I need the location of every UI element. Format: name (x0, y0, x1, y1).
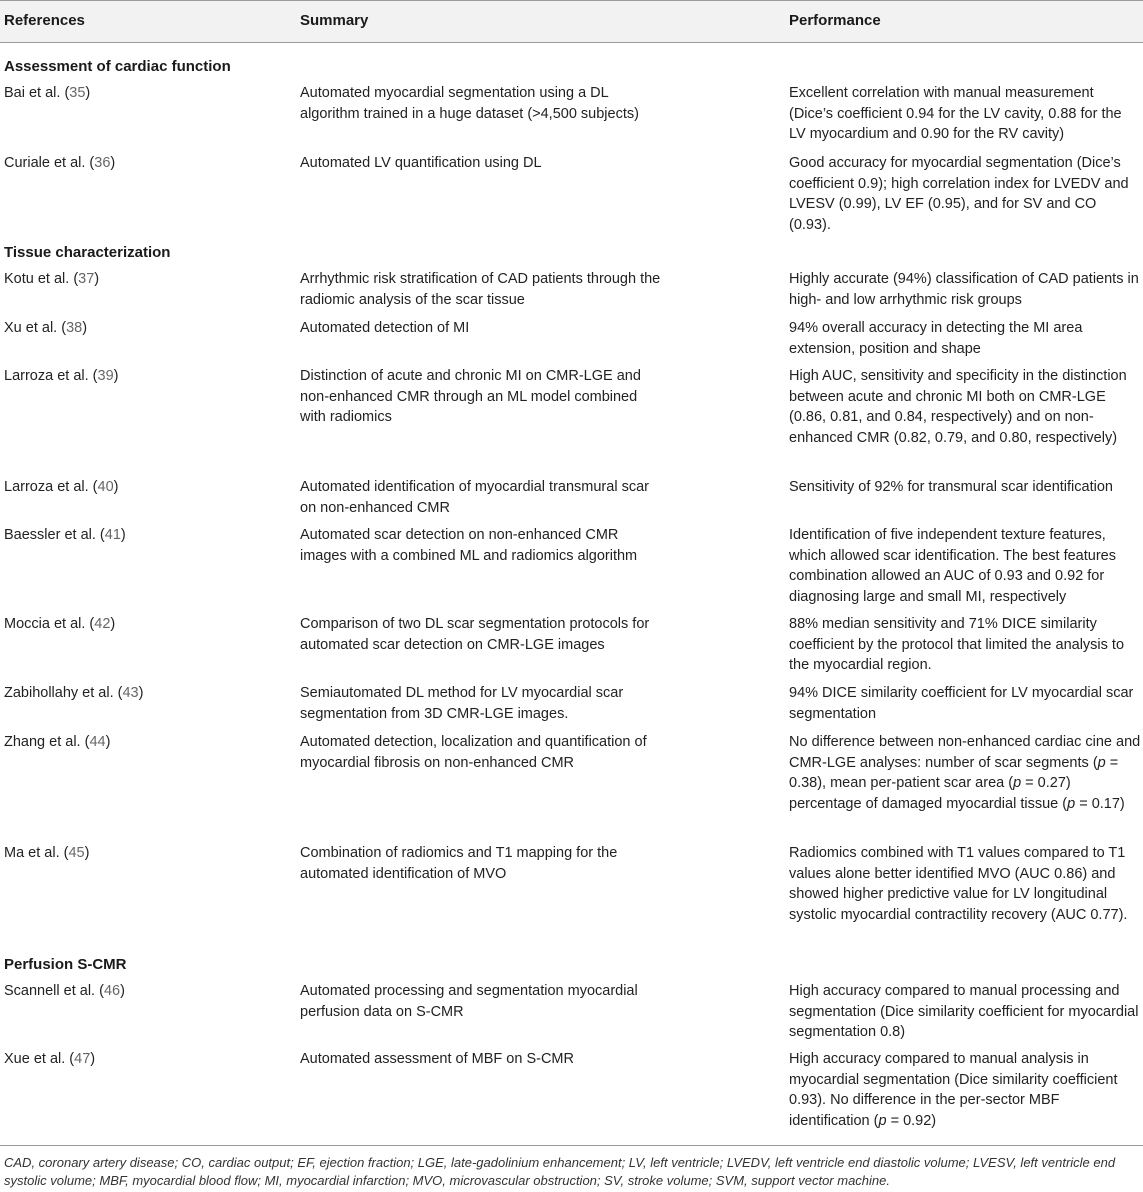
summary-cell: Automated myocardial segmentation using a DL algorithm trained in a huge dataset (>4,500 subjects) (300, 85, 639, 122)
summary-cell: Automated identification of myocardial transmural scar on non-enhanced CMR (300, 479, 649, 516)
reference-link[interactable]: 45 (68, 845, 85, 861)
summary-cell: Distinction of acute and chronic MI on CMR-LGE and non-enhanced CMR through an ML model combined with radiomics (300, 368, 641, 425)
reference-author: Zhang et al. ( (4, 734, 90, 750)
reference-cell (4, 1049, 284, 1070)
reference-link[interactable]: 42 (94, 616, 111, 632)
column-header-performance: Performance (789, 12, 881, 29)
reference-author: Kotu et al. ( (4, 271, 79, 287)
summary-cell: Automated assessment of MBF on S-CMR (300, 1051, 574, 1067)
reference-paren: ) (113, 479, 119, 495)
reference-author: Ma et al. ( (4, 845, 69, 861)
summary-cell: Combination of radiomics and T1 mapping for the automated identification of MVO (300, 845, 618, 882)
reference-author: Curiale et al. ( (4, 155, 95, 171)
reference-author: Xu et al. ( (4, 320, 67, 336)
reference-author: Moccia et al. ( (4, 616, 95, 632)
summary-cell: Automated detection, localization and quantification of myocardial fibrosis on non-enhanced CMR (300, 734, 647, 771)
performance-cell: Radiomics combined with T1 values compared to T1 values alone better identified MVO (AUC 0.86) and showed higher predictive value for LV longitudinal systolic myocardial contractility recovery (AUC 0.77). (789, 845, 1128, 923)
reference-paren: ) (113, 368, 119, 384)
reference-paren: ) (85, 85, 91, 101)
section-title-tissue-characterization: Tissue characterization (4, 244, 171, 261)
reference-author: Xue et al. ( (4, 1051, 75, 1067)
reference-paren: ) (90, 1051, 96, 1067)
summary-cell: Automated scar detection on non-enhanced CMR images with a combined ML and radiomics algorithm (300, 527, 638, 564)
performance-cell: Excellent correlation with manual measurement (Dice’s coefficient 0.94 for the LV cavity, 0.88 for the LV myocardium and 0.90 for the RV cavity) (789, 85, 1122, 142)
reference-link[interactable]: 43 (122, 685, 139, 701)
section-title-cardiac-function: Assessment of cardiac function (4, 58, 231, 75)
reference-cell (4, 153, 284, 174)
summary-cell: Automated LV quantification using DL (300, 155, 542, 171)
reference-cell (4, 477, 284, 498)
reference-link[interactable]: 39 (97, 368, 114, 384)
reference-author: Baessler et al. ( (4, 527, 105, 543)
reference-link[interactable]: 44 (89, 734, 106, 750)
reference-link[interactable]: 38 (66, 320, 83, 336)
summary-cell: Arrhythmic risk stratification of CAD patients through the radiomic analysis of the scar tissue (300, 271, 661, 308)
reference-paren: ) (94, 271, 100, 287)
reference-cell (4, 614, 284, 635)
summary-cell: Semiautomated DL method for LV myocardial scar segmentation from 3D CMR-LGE images. (300, 685, 624, 722)
performance-cell: Good accuracy for myocardial segmentation (Dice’s coefficient 0.9); high correlation index for LVEDV and LVESV (0.99), LV EF (0.95), and for SV and CO (0.93). (789, 155, 1129, 233)
reference-author: Larroza et al. ( (4, 368, 98, 384)
reference-paren: ) (82, 320, 88, 336)
performance-cell: Identification of five independent texture features, which allowed scar identification. The best features combination allowed an AUC of 0.93 and 0.92 for diagnosing large and small MI, respectively (789, 527, 1116, 605)
reference-author: Scannell et al. ( (4, 983, 104, 999)
column-header-summary: Summary (300, 12, 369, 29)
reference-author: Larroza et al. ( (4, 479, 98, 495)
performance-cell: Highly accurate (94%) classification of CAD patients in high- and low arrhythmic risk groups (789, 271, 1139, 308)
reference-paren: ) (110, 155, 116, 171)
reference-paren: ) (120, 983, 125, 999)
header-top-rule (0, 0, 1143, 1)
reference-cell (4, 683, 284, 704)
performance-cell: High AUC, sensitivity and specificity in the distinction between acute and chronic MI both on CMR-LGE (0.86, 0.81, and 0.84, respectively) and on non-enhanced CMR (0.82, 0.79, and 0.80, respectively) (789, 368, 1127, 446)
reference-link[interactable]: 35 (69, 85, 86, 101)
header-bottom-rule (0, 42, 1143, 43)
reference-paren: ) (105, 734, 111, 750)
footnote-rule (0, 1145, 1143, 1146)
reference-link[interactable]: 47 (74, 1051, 91, 1067)
reference-link[interactable]: 36 (94, 155, 111, 171)
reference-link[interactable]: 46 (103, 983, 121, 999)
reference-cell (4, 318, 284, 339)
reference-cell (4, 843, 284, 864)
reference-cell (4, 83, 284, 104)
performance-cell: 88% median sensitivity and 71% DICE similarity coefficient by the protocol that limited the analysis to the myocardial region. (789, 616, 1125, 673)
reference-author: Zabihollahy et al. ( (4, 685, 123, 701)
performance-cell: High accuracy compared to manual analysis in myocardial segmentation (Dice similarity coefficient 0.93). No difference in the per-sector MBF identification (p = 0.92) (789, 1051, 1118, 1129)
table-footnote: CAD, coronary artery disease; CO, cardiac output; EF, ejection fraction; LGE, late-gadolinium enhancement; LV, left ventricle; LVEDV, left ventricle end diastolic volume; LVESV, left ventricle end systolic volume; MBF, myocardial blood flow; MI, myocardial infarction; MVO, microvascular obstruction; SV, stroke volume; SVM, support vector machine. (4, 1155, 1116, 1188)
performance-cell: 94% overall accuracy in detecting the MI area extension, position and shape (789, 320, 1083, 357)
reference-cell (4, 525, 284, 546)
reference-paren: ) (120, 527, 126, 543)
reference-paren: ) (110, 616, 116, 632)
table-header-band (0, 0, 1143, 42)
summary-cell: Comparison of two DL scar segmentation protocols for automated scar detection on CMR-LGE images (300, 616, 650, 653)
column-header-references: References (4, 12, 85, 29)
reference-cell (4, 269, 284, 290)
section-title-perfusion: Perfusion S-CMR (4, 956, 127, 973)
summary-cell: Automated detection of MI (300, 320, 470, 336)
performance-cell: No difference between non-enhanced cardiac cine and CMR-LGE analyses: number of scar segments (p = 0.38), mean per-patient scar area (p = 0.27) percentage of damaged myocardial tissue (p = 0.17) (789, 734, 1141, 812)
reference-cell (4, 732, 284, 753)
summary-cell: Automated processing and segmentation myocardial perfusion data on S-CMR (300, 983, 638, 1020)
reference-paren: ) (84, 845, 90, 861)
performance-cell: 94% DICE similarity coefficient for LV myocardial scar segmentation (789, 685, 1134, 722)
reference-link[interactable]: 37 (78, 271, 95, 287)
reference-author: Bai et al. ( (4, 85, 70, 101)
reference-cell (4, 366, 284, 387)
reference-link[interactable]: 41 (104, 527, 121, 543)
reference-link[interactable]: 40 (97, 479, 114, 495)
performance-cell: High accuracy compared to manual processing and segmentation (Dice similarity coefficient for myocardial segmentation 0.8) (789, 983, 1139, 1040)
performance-cell: Sensitivity of 92% for transmural scar identification (789, 479, 1113, 495)
reference-cell (4, 981, 284, 1002)
reference-paren: ) (138, 685, 144, 701)
